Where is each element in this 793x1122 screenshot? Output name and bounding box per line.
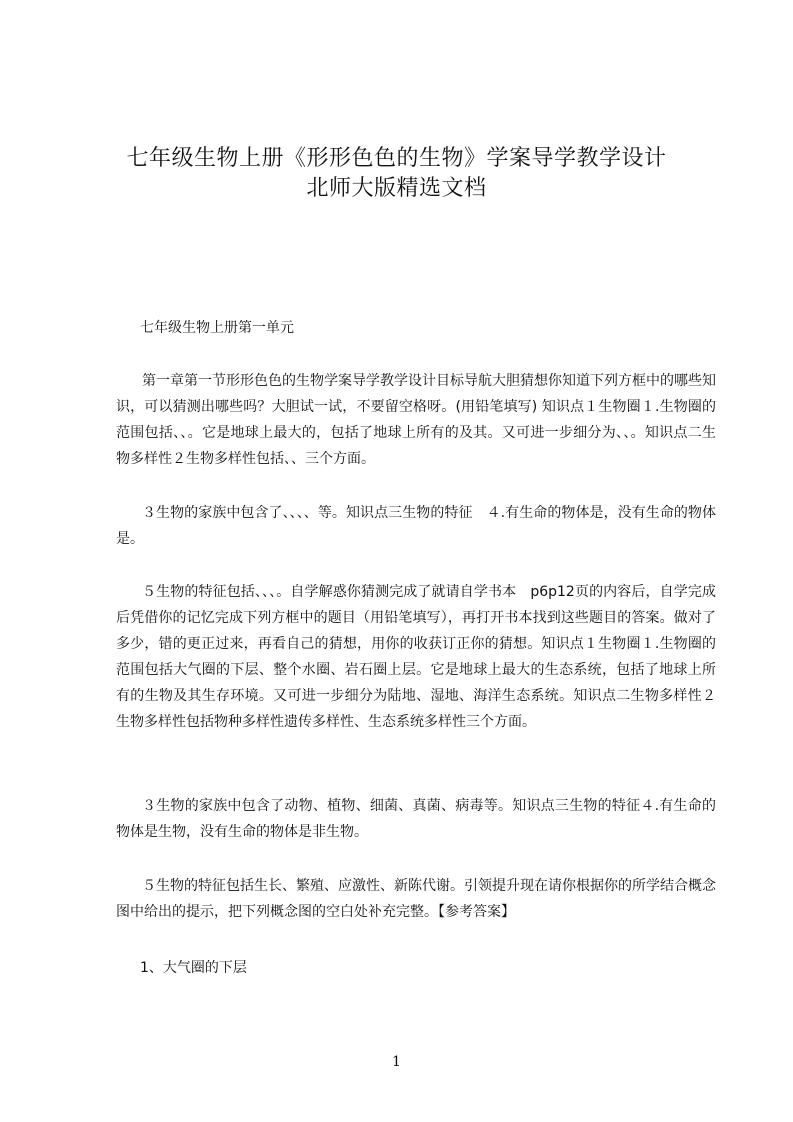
paragraph-1: 第一章第一节形形色色的生物学案导学教学设计目标导航大胆猜想你知道下列方框中的哪些知识，可以猜测出哪些吗？大胆试一试，不要留空格呀。(用铅笔填写) 知识点１生物圈１.生物圈的范围包括、、。它是地球上最大的，包括了地球上所有的及其。又可进一步细分为、、。知识点二生物多样性２生物多样性包括、、三个方面。	[116, 373, 716, 467]
page-number: 1	[392, 1054, 401, 1070]
paragraph-4: ３生物的家族中包含了动物、植物、细菌、真菌、病毒等。知识点三生物的特征４.有生命的物体是生物，没有生命的物体是非生物。	[116, 798, 716, 840]
paragraph-5: ５生物的特征包括生长、繁殖、应激性、新陈代谢。引领提升现在请你根据你的所学结合概念图中给出的提示，把下列概念图的空白处补充完整。【参考答案】	[116, 878, 716, 920]
document-title-line-2: 北师大版精选文档	[306, 176, 487, 201]
document-title-line-1: 七年级生物上册《形形色色的生物》学案导学教学设计	[126, 146, 667, 171]
paragraph-2: ３生物的家族中包含了、、、、等。知识点三生物的特征 ４.有生命的物体是，没有生命的物体是。	[116, 505, 716, 547]
unit-heading: 七年级生物上册第一单元	[140, 320, 294, 336]
answer-list-item: 1、大气圈的下层	[140, 960, 247, 976]
paragraph-3: ５生物的特征包括、、、。自学解惑你猜测完成了就请自学书本 p6p12页的内容后，自学完成后凭借你的记忆完成下列方框中的题目（用铅笔填写），再打开书本找到这些题目的答案。做对了多少，错的更正过来，再看自己的猜想，用你的收获订正你的猜想。知识点１生物圈１.生物圈的范围包括大气圈的下层、整个水圈、岩石圈上层。它是地球上最大的生态系统，包括了地球上所有的生物及其生存环境。又可进一步细分为陆地、湿地、海洋生态系统。知识点二生物多样性２生物多样性包括物种多样性遗传多样性、生态系统多样性三个方面。	[116, 584, 716, 730]
